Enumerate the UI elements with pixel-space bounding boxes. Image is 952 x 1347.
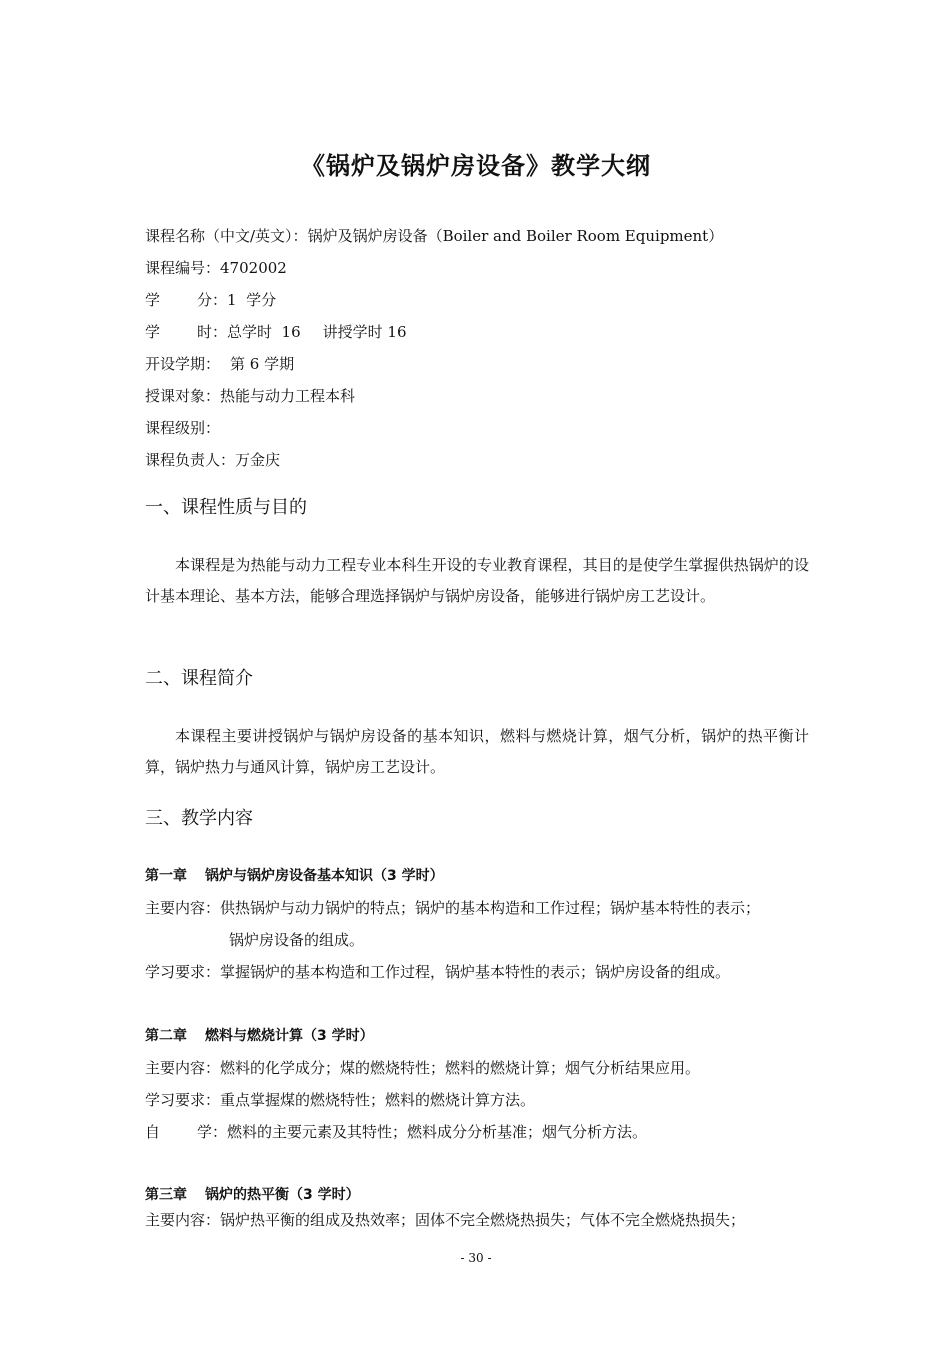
lead-line (145, 450, 280, 470)
chapter2-self-label-b: 学： (197, 1123, 228, 1141)
chapter1-content-label: 主要内容： (145, 899, 221, 917)
chapter1-content-line2: 锅炉房设备的组成。 (229, 931, 365, 949)
course-code-label: 课程编号： (145, 259, 221, 277)
course-name-label: 课程名称（中文/英文）： (145, 227, 308, 245)
semester-line (145, 354, 294, 374)
chapter2-number: 第二章 (145, 1028, 187, 1044)
lead-value: 万金庆 (235, 451, 281, 469)
level-line (145, 418, 220, 438)
credits-label-a: 学 (145, 291, 161, 309)
hours-label-a: 学 (145, 323, 161, 341)
level-label: 课程级别： (145, 419, 221, 437)
chapter1-content-line (145, 898, 760, 918)
semester-label: 开设学期： (145, 355, 221, 373)
chapter3-content-label: 主要内容： (145, 1211, 221, 1229)
audience-label: 授课对象： (145, 387, 221, 405)
page-number: - 30 - (460, 1251, 492, 1265)
chapter2-self-line (145, 1122, 647, 1142)
hours-total: 总学时 16 (227, 323, 301, 341)
hours-label-b: 时： (197, 323, 228, 341)
hours-lecture: 讲授学时 16 (322, 323, 407, 341)
chapter3-title: 锅炉的热平衡（3 学时） (205, 1187, 360, 1203)
chapter2-req-line (145, 1090, 535, 1110)
course-name-value: 锅炉及锅炉房设备（Boiler and Boiler Room Equipment） (307, 227, 724, 245)
credits-value: 1 学分 (227, 291, 277, 309)
section1-paragraph: 本课程是为热能与动力工程专业本科生开设的专业教育课程，其目的是使学生掌握供热锅炉的设计基本理论、基本方法，能够合理选择锅炉与锅炉房设备，能够进行锅炉房工艺设计。 (145, 556, 809, 605)
chapter3-content-text: 锅炉热平衡的组成及热效率；固体不完全燃烧热损失；气体不完全燃烧热损失； (220, 1211, 746, 1229)
course-code-line (145, 258, 287, 278)
section1-heading: 一、课程性质与目的 (145, 497, 307, 518)
chapter1-content-line1: 供热锅炉与动力锅炉的特点；锅炉的基本构造和工作过程；锅炉基本特性的表示； (220, 899, 761, 917)
chapter1-req-line (145, 962, 730, 982)
chapter3-heading (145, 1185, 360, 1205)
semester-value: 第 6 学期 (230, 355, 295, 373)
chapter2-heading (145, 1026, 374, 1046)
section2-paragraph: 本课程主要讲授锅炉与锅炉房设备的基本知识，燃料与燃烧计算，烟气分析，锅炉的热平衡计算，锅炉热力与通风计算，锅炉房工艺设计。 (145, 727, 809, 776)
chapter1-heading (145, 866, 444, 886)
audience-value: 热能与动力工程本科 (220, 387, 356, 405)
audience-line (145, 386, 355, 406)
credits-line (145, 290, 276, 310)
section3-heading: 三、教学内容 (145, 808, 253, 829)
chapter2-content-text: 燃料的化学成分；煤的燃烧特性；燃料的燃烧计算；烟气分析结果应用。 (220, 1059, 701, 1077)
document-title: 《锅炉及锅炉房设备》教学大纲 (301, 152, 651, 180)
chapter1-req-text: 掌握锅炉的基本构造和工作过程，锅炉基本特性的表示；锅炉房设备的组成。 (220, 963, 731, 981)
chapter1-title: 锅炉与锅炉房设备基本知识（3 学时） (205, 868, 444, 884)
chapter2-content-label: 主要内容： (145, 1059, 221, 1077)
lead-label: 课程负责人： (145, 451, 236, 469)
hours-line (145, 322, 407, 342)
credits-label-b: 分： (197, 291, 228, 309)
chapter2-req-text: 重点掌握煤的燃烧特性；燃料的燃烧计算方法。 (220, 1091, 536, 1109)
section2-heading: 二、课程简介 (145, 668, 253, 689)
chapter3-number: 第三章 (145, 1187, 187, 1203)
course-name-line (145, 226, 723, 246)
chapter3-content-line (145, 1210, 745, 1230)
course-code-value: 4702002 (220, 259, 287, 277)
chapter2-self-label-a: 自 (145, 1123, 161, 1141)
chapter1-req-label: 学习要求： (145, 963, 221, 981)
chapter2-content-line (145, 1058, 700, 1078)
chapter2-self-text: 燃料的主要元素及其特性；燃料成分分析基准；烟气分析方法。 (227, 1123, 648, 1141)
chapter2-req-label: 学习要求： (145, 1091, 221, 1109)
chapter1-number: 第一章 (145, 868, 187, 884)
chapter2-title: 燃料与燃烧计算（3 学时） (205, 1028, 374, 1044)
